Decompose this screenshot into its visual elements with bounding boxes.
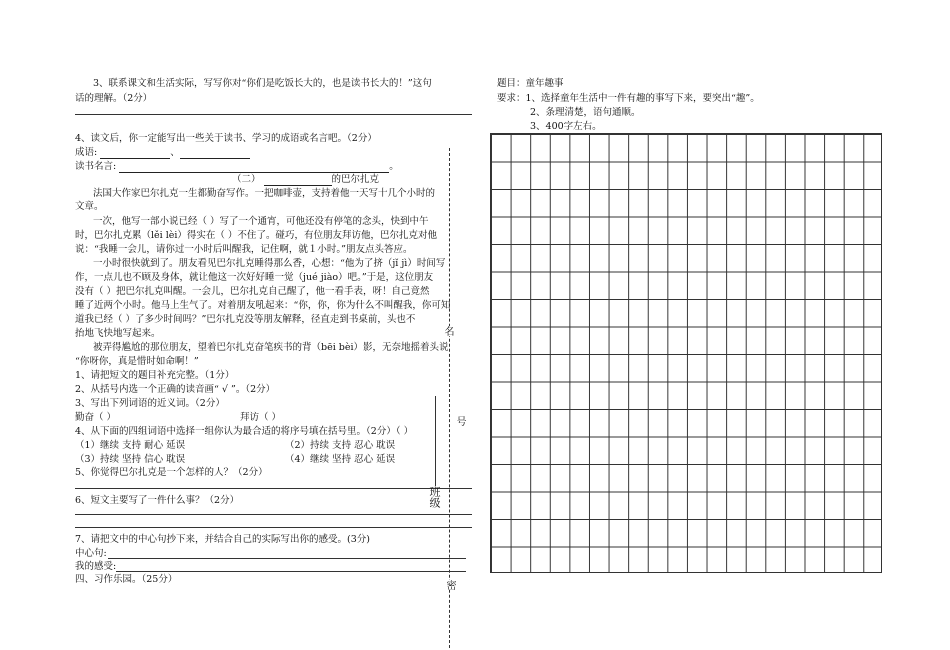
question-1: 1、请把短文的题目补充完整。（1分） bbox=[75, 370, 235, 381]
passage-p3a: 一小时很快就到了。朋友看见巴尔扎克睡得那么香，心想：“他为了挤（jǐ jì）时间写 bbox=[93, 258, 446, 269]
binding-seal-label: 密 bbox=[444, 580, 455, 590]
passage-p2b: 时，巴尔扎克累（lěi lèi）得实在（ ）不住了。碰巧，有位朋友拜访他，巴尔扎克对他 bbox=[75, 230, 437, 241]
passage-p2c: 说：“我睡一会儿，请你过一小时后叫醒我，记住啊，就１小时。”朋友点头答应。 bbox=[75, 244, 413, 255]
q4-option-3: （3）持续 坚持 信心 耽误 bbox=[75, 454, 186, 465]
section-4-heading: 四、习作乐园。（25分） bbox=[75, 574, 178, 585]
question-6: 6、短文主要写了一件什么事？（2分） bbox=[75, 495, 240, 506]
title-blank[interactable] bbox=[264, 174, 332, 186]
passage-p3e: 道我已经（ ）了多少时间吗？”巴尔扎克没等朋友解释，径直走到书桌前，头也不 bbox=[75, 314, 416, 325]
question-4: 4、从下面的四组词语中选择一组你认为最合适的将序号填在括号里。（2分）（ ） bbox=[75, 426, 414, 437]
passage-p1a: 法国大作家巴尔扎克一生都勤奋写作。一把咖啡壶，支持着他一天写十几个小时的 bbox=[93, 188, 436, 199]
passage-p4b: “你呀你，真是惜时如命啊！” bbox=[75, 356, 199, 367]
passage-p1b: 文章。 bbox=[75, 201, 104, 212]
passage-p3b: 作，一点儿也不顾及身体，就让他这一次好好睡一觉（jué jiào）吧。”于是，这位朋友 bbox=[75, 272, 434, 283]
passage-p2a: 一次，他写一部小说已经（ ）写了一个通宵，可他还没有停笔的念头，快到中午 bbox=[93, 216, 429, 227]
q7-feeling-label: 我的感受: bbox=[75, 561, 117, 572]
q4-option-4: （4）继续 坚持 忍心 延误 bbox=[285, 454, 396, 465]
passage-heading bbox=[232, 173, 379, 186]
binding-number-label: 号 bbox=[454, 416, 465, 426]
q3-word-2[interactable]: 拜访（ ） bbox=[240, 412, 282, 423]
q6-answer-line-2[interactable] bbox=[75, 527, 472, 528]
q4-option-2: （2）持续 支持 忍心 耽误 bbox=[285, 440, 396, 451]
seal-dashed-line bbox=[449, 148, 450, 648]
idiom-blank-1[interactable] bbox=[100, 147, 170, 159]
q4-prompt: 4、读文后，你一定能写出一些关于读书、学习的成语或名言吧。（2分） bbox=[75, 133, 377, 144]
q3-line2: 话的理解。（2分） bbox=[75, 93, 153, 104]
composition-req-1: 要求：1、选择童年生活中一件有趣的事写下来，要突出“趣”。 bbox=[497, 93, 760, 104]
q3-answer-line[interactable] bbox=[75, 114, 472, 115]
composition-req-2: 2、条理清楚，语句通顺。 bbox=[530, 107, 641, 118]
composition-title: 题目：童年趣事 bbox=[497, 78, 564, 89]
question-3: 3、写出下列词语的近义词。（2分） bbox=[75, 398, 225, 409]
q7-center-line[interactable] bbox=[108, 558, 466, 559]
q4-quote-row bbox=[75, 160, 399, 173]
q6-answer-line-1[interactable] bbox=[75, 514, 472, 515]
writing-grid[interactable] bbox=[490, 133, 882, 573]
passage-heading-prefix: （二） bbox=[232, 174, 261, 185]
q3-word-1[interactable]: 勤奋（ ） bbox=[75, 412, 117, 423]
quote-blank[interactable] bbox=[119, 161, 389, 173]
passage-p3c: 没有（ ）把巴尔扎克叫醒。一会儿，巴尔扎克自己醒了，他一看手表，呀！自己竟然 bbox=[75, 286, 430, 297]
q4-quote-label: 读书名言: bbox=[75, 161, 117, 172]
passage-p3d: 睡了近两个小时。他马上生气了。对着朋友吼起来：“你，你，你为什么不叫醒我，你可知 bbox=[75, 300, 451, 311]
passage-p3f: 抬地飞快地写起来。 bbox=[75, 328, 161, 339]
q7-feeling-line[interactable] bbox=[116, 571, 466, 572]
q5-answer-line[interactable] bbox=[75, 488, 472, 489]
question-7: 7、请把文中的中心句抄下来，并结合自己的实际写出你的感受。(3分) bbox=[75, 534, 371, 545]
idiom-separator: 、 bbox=[170, 147, 180, 158]
q4-idiom-label: 成语: bbox=[75, 147, 98, 158]
binding-name-line[interactable] bbox=[435, 396, 444, 486]
composition-req-3: 3、400字左右。 bbox=[530, 121, 602, 132]
q3-line1: 3、联系课文和生活实际，写写你对“你们是吃饭长大的，也是读书长大的！”这句 bbox=[93, 78, 432, 89]
binding-name-label: 名 bbox=[442, 326, 453, 336]
q4-option-1: （1）继续 支持 耐心 延误 bbox=[75, 440, 186, 451]
passage-p4a: 被弄得尴尬的那位朋友，望着巴尔扎克奋笔疾书的背（bēi bèi）影，无奈地摇着头说 bbox=[93, 342, 449, 353]
question-2: 2、从括号内选一个正确的读音画“ √ ”。（2分） bbox=[75, 384, 276, 395]
q7-center-label: 中心句: bbox=[75, 548, 107, 559]
binding-class-label: 班级 bbox=[428, 486, 441, 508]
idiom-blank-2[interactable] bbox=[180, 147, 250, 159]
quote-period: 。 bbox=[389, 161, 399, 172]
question-5: 5、你觉得巴尔扎克是一个怎样的人？（2分） bbox=[75, 467, 268, 478]
passage-heading-suffix: 的巴尔扎克 bbox=[331, 174, 380, 185]
q4-idiom-row bbox=[75, 146, 250, 159]
